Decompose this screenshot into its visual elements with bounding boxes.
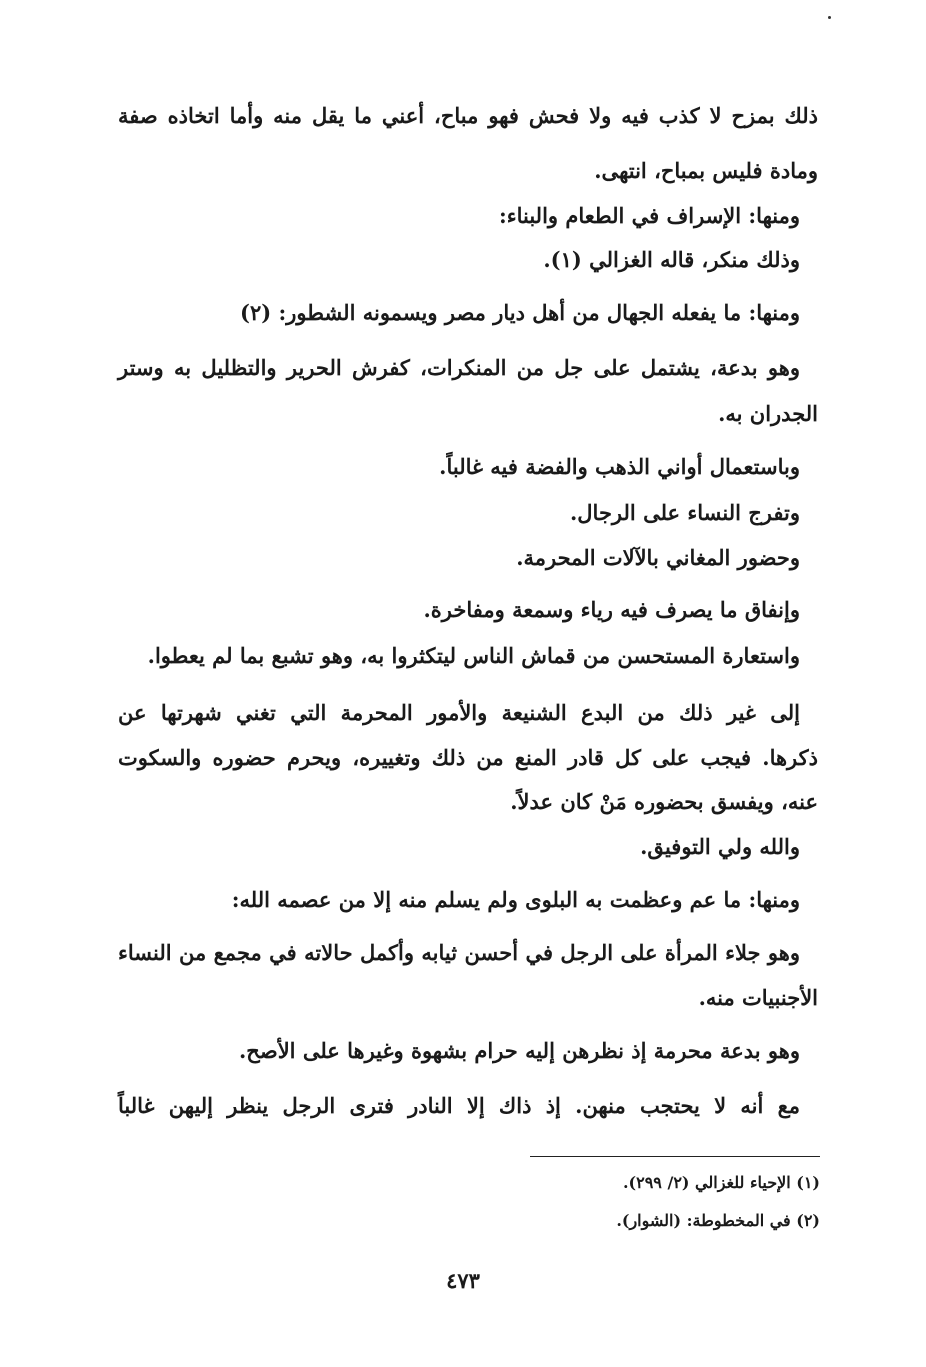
text-line: وباستعمال أواني الذهب والفضة فيه غالباً. [439,454,800,479]
text-line: الجدران به. [718,401,818,426]
footnote-1: (١) الإحياء للغزالي (٢/ ٢٩٩). [622,1173,820,1192]
footnote-divider [530,1156,820,1157]
scan-speck [828,16,831,19]
text-line: مع أنه لا يحتجب منهن. إذ ذاك إلا النادر فترى الرجل ينظر إليهن غالباً [118,1093,800,1118]
text-line: وحضور المغاني بالآلات المحرمة. [516,545,800,570]
page-number: ٤٧٣ [446,1268,480,1293]
text-line: إلى غير ذلك من البدع الشنيعة والأمور المحرمة التي تغني شهرتها عن [118,700,800,725]
text-line: وإنفاق ما يصرف فيه رياء وسمعة ومفاخرة. [423,597,800,622]
text-line: ومنها: ما عم وعظمت به البلوى ولم يسلم منه إلا من عصمه الله: [231,887,800,912]
text-line: عنه، ويفسق بحضوره مَنْ كان عدلاً. [510,789,818,814]
text-line: وهو جلاء المرأة على الرجل في أحسن ثيابه وأكمل حالاته في مجمع من النساء [118,940,800,965]
footnote-2: (٢) في المخطوطة: (الشوار). [616,1211,820,1230]
text-line: الأجنبيات منه. [698,985,818,1010]
text-line: ذكرها. فيجب على كل قادر المنع من ذلك وتغييره، ويحرم حضوره والسكوت [118,745,818,770]
text-line: ومنها: الإسراف في الطعام والبناء: [498,203,800,228]
text-line: وذلك منكر، قاله الغزالي (١). [543,247,800,272]
text-line: ومنها: ما يفعله الجهال من أهل ديار مصر ويسمونه الشطور: (٢) [240,300,800,325]
text-line: ومادة فليس بمباح، انتهى. [594,158,818,183]
text-line: وهو بدعة، يشتمل على جل من المنكرات، كفرش الحرير والتظليل به وستر [118,355,800,380]
text-line: والله ولي التوفيق. [640,834,800,859]
text-line: واستعارة المستحسن من قماش الناس ليتكثروا به، وهو تشبع بما لم يعطوا. [147,643,800,668]
text-line: وهو بدعة محرمة إذ نظرهن إليه حرام بشهوة وغيرها على الأصح. [239,1038,800,1063]
text-line: وتفرج النساء على الرجال. [569,500,800,525]
text-line: ذلك بمزح لا كذب فيه ولا فحش فهو مباح، أعني ما يقل منه وأما اتخاذه صفة [118,103,818,128]
